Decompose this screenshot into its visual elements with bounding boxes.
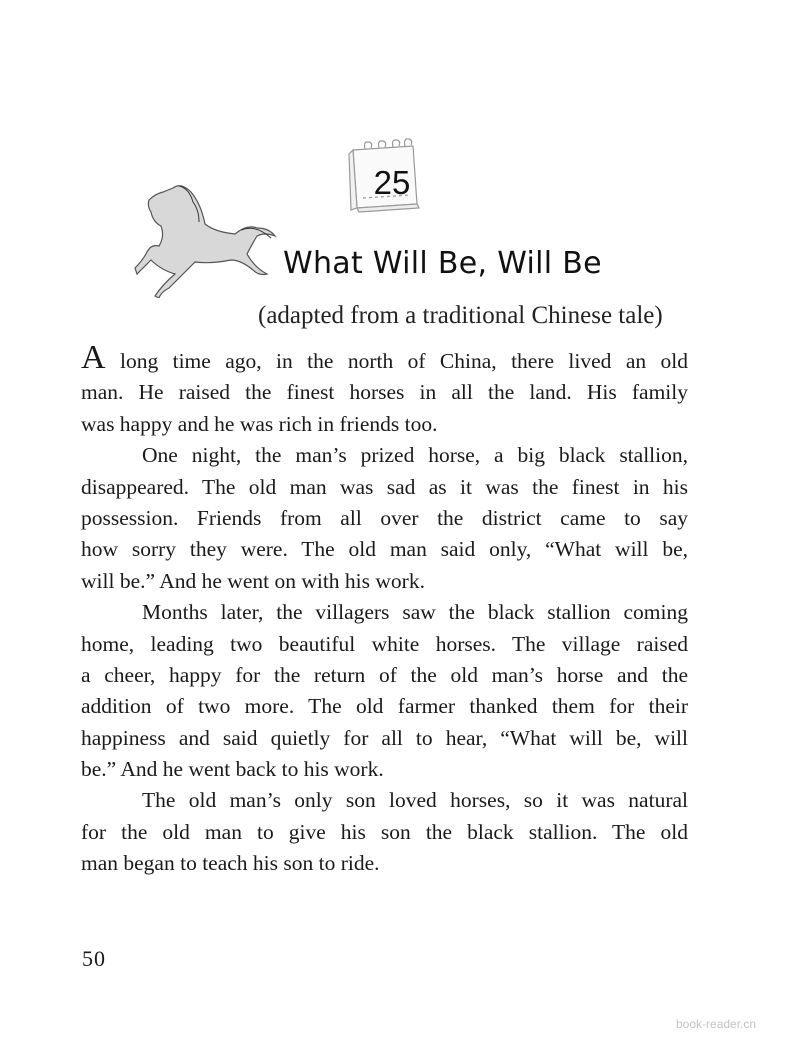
text-line [81, 723, 688, 754]
text-line [81, 848, 688, 879]
text-line-content: man. He raised the finest horses in all the land. His family [81, 380, 688, 405]
chapter-number: 25 [373, 164, 411, 201]
text-line-content: disappeared. The old man was sad as it was the finest in his [81, 474, 688, 499]
text-line-content: One night, the man’s prized horse, a big black stallion, [142, 443, 688, 468]
drop-cap: A [81, 339, 106, 376]
story-text [81, 339, 688, 880]
text-line-content: be.” And he went back to his work. [81, 757, 384, 782]
text-line-content: happiness and said quietly for all to hear, “What will be, will [81, 725, 688, 750]
text-line-content: addition of two more. The old farmer thanked them for their [81, 694, 688, 719]
text-line [81, 817, 688, 848]
text-line-content: The old man’s only son loved horses, so it was natural [142, 788, 688, 813]
text-line [81, 339, 688, 377]
paragraph [81, 597, 688, 785]
text-line [81, 440, 688, 471]
paragraph [81, 440, 688, 597]
paragraph [81, 785, 688, 879]
watermark: book-reader.cn [676, 1017, 757, 1031]
text-line [81, 597, 688, 628]
text-line-content: possession. Friends from all over the district came to say [81, 505, 688, 530]
text-line-content: a cheer, happy for the return of the old man’s horse and the [81, 662, 688, 687]
page-number: 50 [82, 946, 106, 971]
text-line-content: Months later, the villagers saw the black stallion coming [142, 600, 688, 625]
text-line [81, 691, 688, 722]
text-line [81, 534, 688, 565]
text-line [81, 660, 688, 691]
text-line-content: how sorry they were. The old man said only, “What will be, [81, 537, 688, 562]
text-line [81, 566, 688, 597]
text-line [81, 503, 688, 534]
text-line [81, 472, 688, 503]
chapter-subtitle: (adapted from a traditional Chinese tale) [258, 302, 663, 329]
paragraph [81, 339, 688, 440]
text-line [81, 409, 688, 440]
horse-illustration [133, 178, 278, 298]
text-line [81, 754, 688, 785]
text-line-content: for the old man to give his son the black stallion. The old [81, 819, 688, 844]
text-line [81, 629, 688, 660]
text-line [81, 785, 688, 816]
chapter-title: What Will Be, Will Be [283, 246, 602, 281]
text-line-content: long time ago, in the north of China, there lived an old [105, 349, 688, 373]
text-line-content: home, leading two beautiful white horses. The village raised [81, 631, 688, 656]
text-line [81, 377, 688, 408]
text-line-content: will be.” And he went on with his work. [81, 568, 425, 593]
text-line-content: man began to teach his son to ride. [81, 851, 380, 876]
text-line-content: was happy and he was rich in friends too. [81, 411, 438, 436]
